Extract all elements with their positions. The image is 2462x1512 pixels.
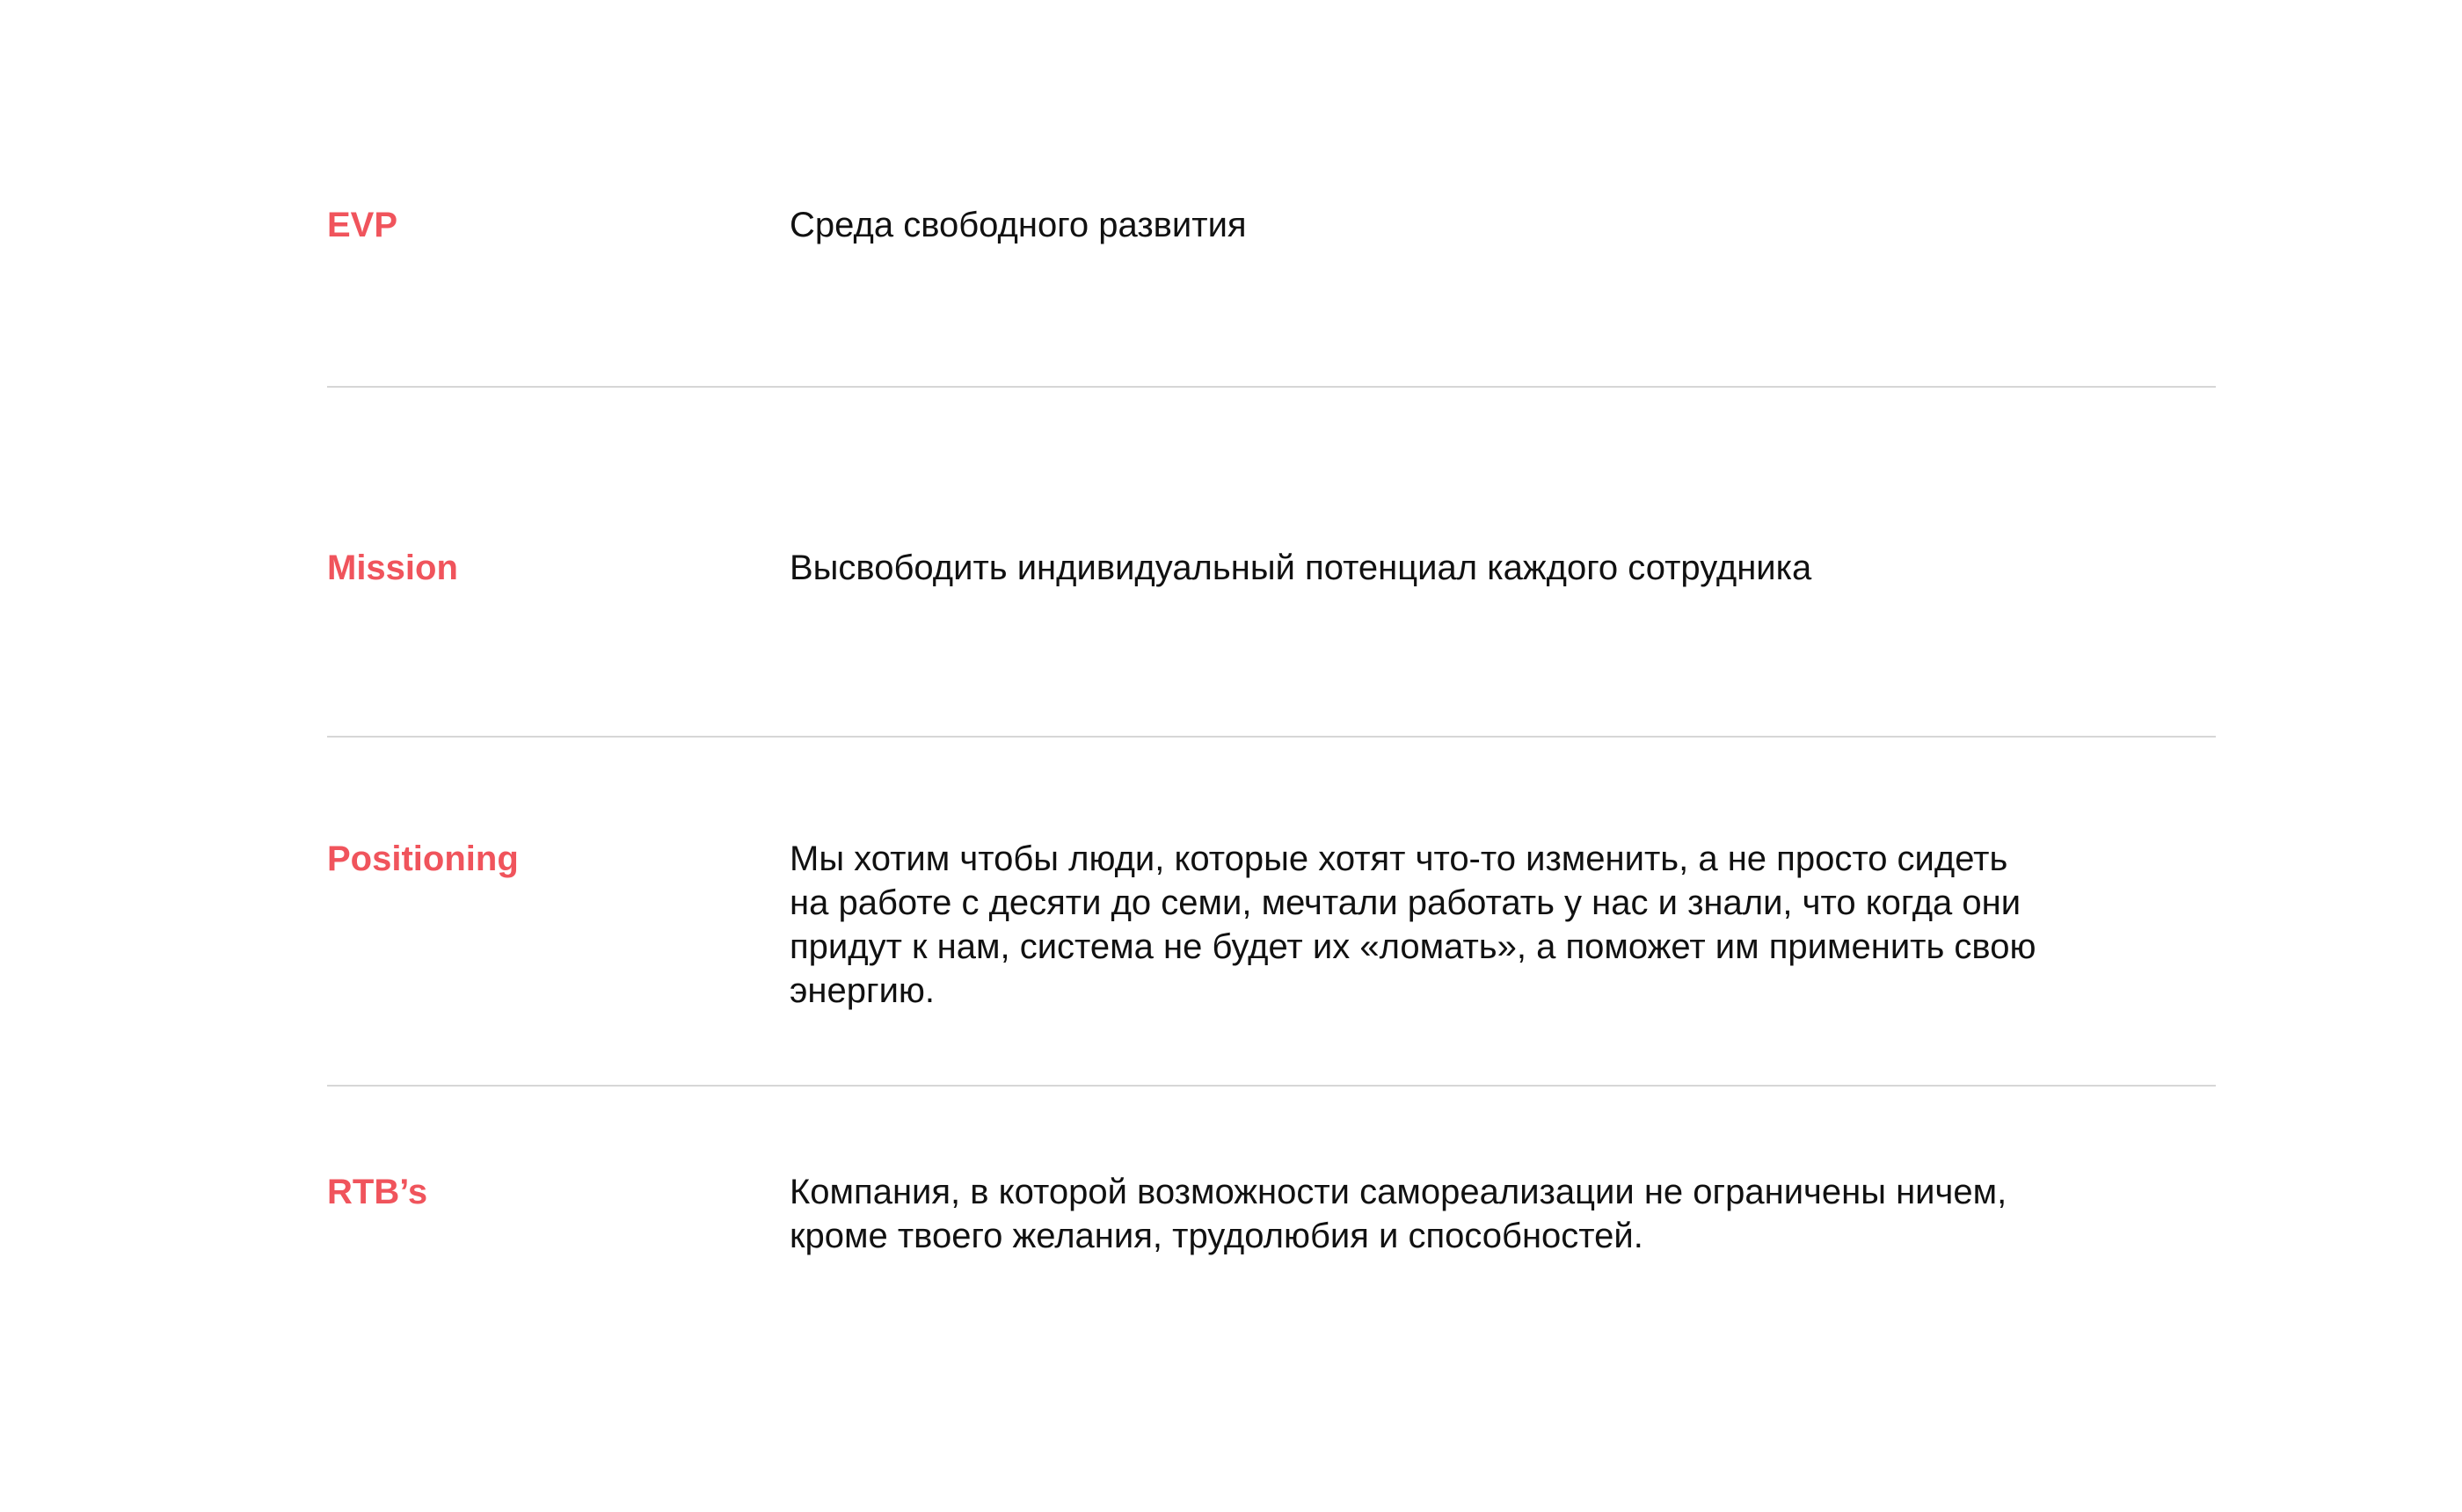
positioning-line: Мы хотим чтобы люди, которые хотят что-то изменить, а не просто сидеть — [790, 840, 2008, 878]
rtbs-text — [790, 1170, 2109, 1258]
mission-text: Высвободить индивидуальный потенциал каждого сотрудника — [790, 549, 1812, 587]
mission-label: Mission — [327, 549, 458, 587]
positioning-line: энергию. — [790, 971, 936, 1010]
divider-3 — [327, 1085, 2216, 1087]
rtbs-line: Компания, в которой возможности самореализации не ограничены ничем, — [790, 1173, 2007, 1211]
positioning-text — [790, 837, 2109, 1013]
positioning-label: Positioning — [327, 840, 519, 878]
rtbs-line: кроме твоего желания, трудолюбия и способностей. — [790, 1217, 1643, 1255]
divider-2 — [327, 736, 2216, 738]
rtbs-label: RTB’s — [327, 1173, 428, 1211]
positioning-line: на работе с десяти до семи, мечтали работать у нас и знали, что когда они — [790, 883, 2021, 922]
divider-1 — [327, 386, 2216, 388]
evp-label: EVP — [327, 206, 398, 244]
positioning-line: придут к нам, система не будет их «ломать», а поможет им применить свою — [790, 927, 2036, 966]
evp-text: Среда свободного развития — [790, 206, 1247, 244]
